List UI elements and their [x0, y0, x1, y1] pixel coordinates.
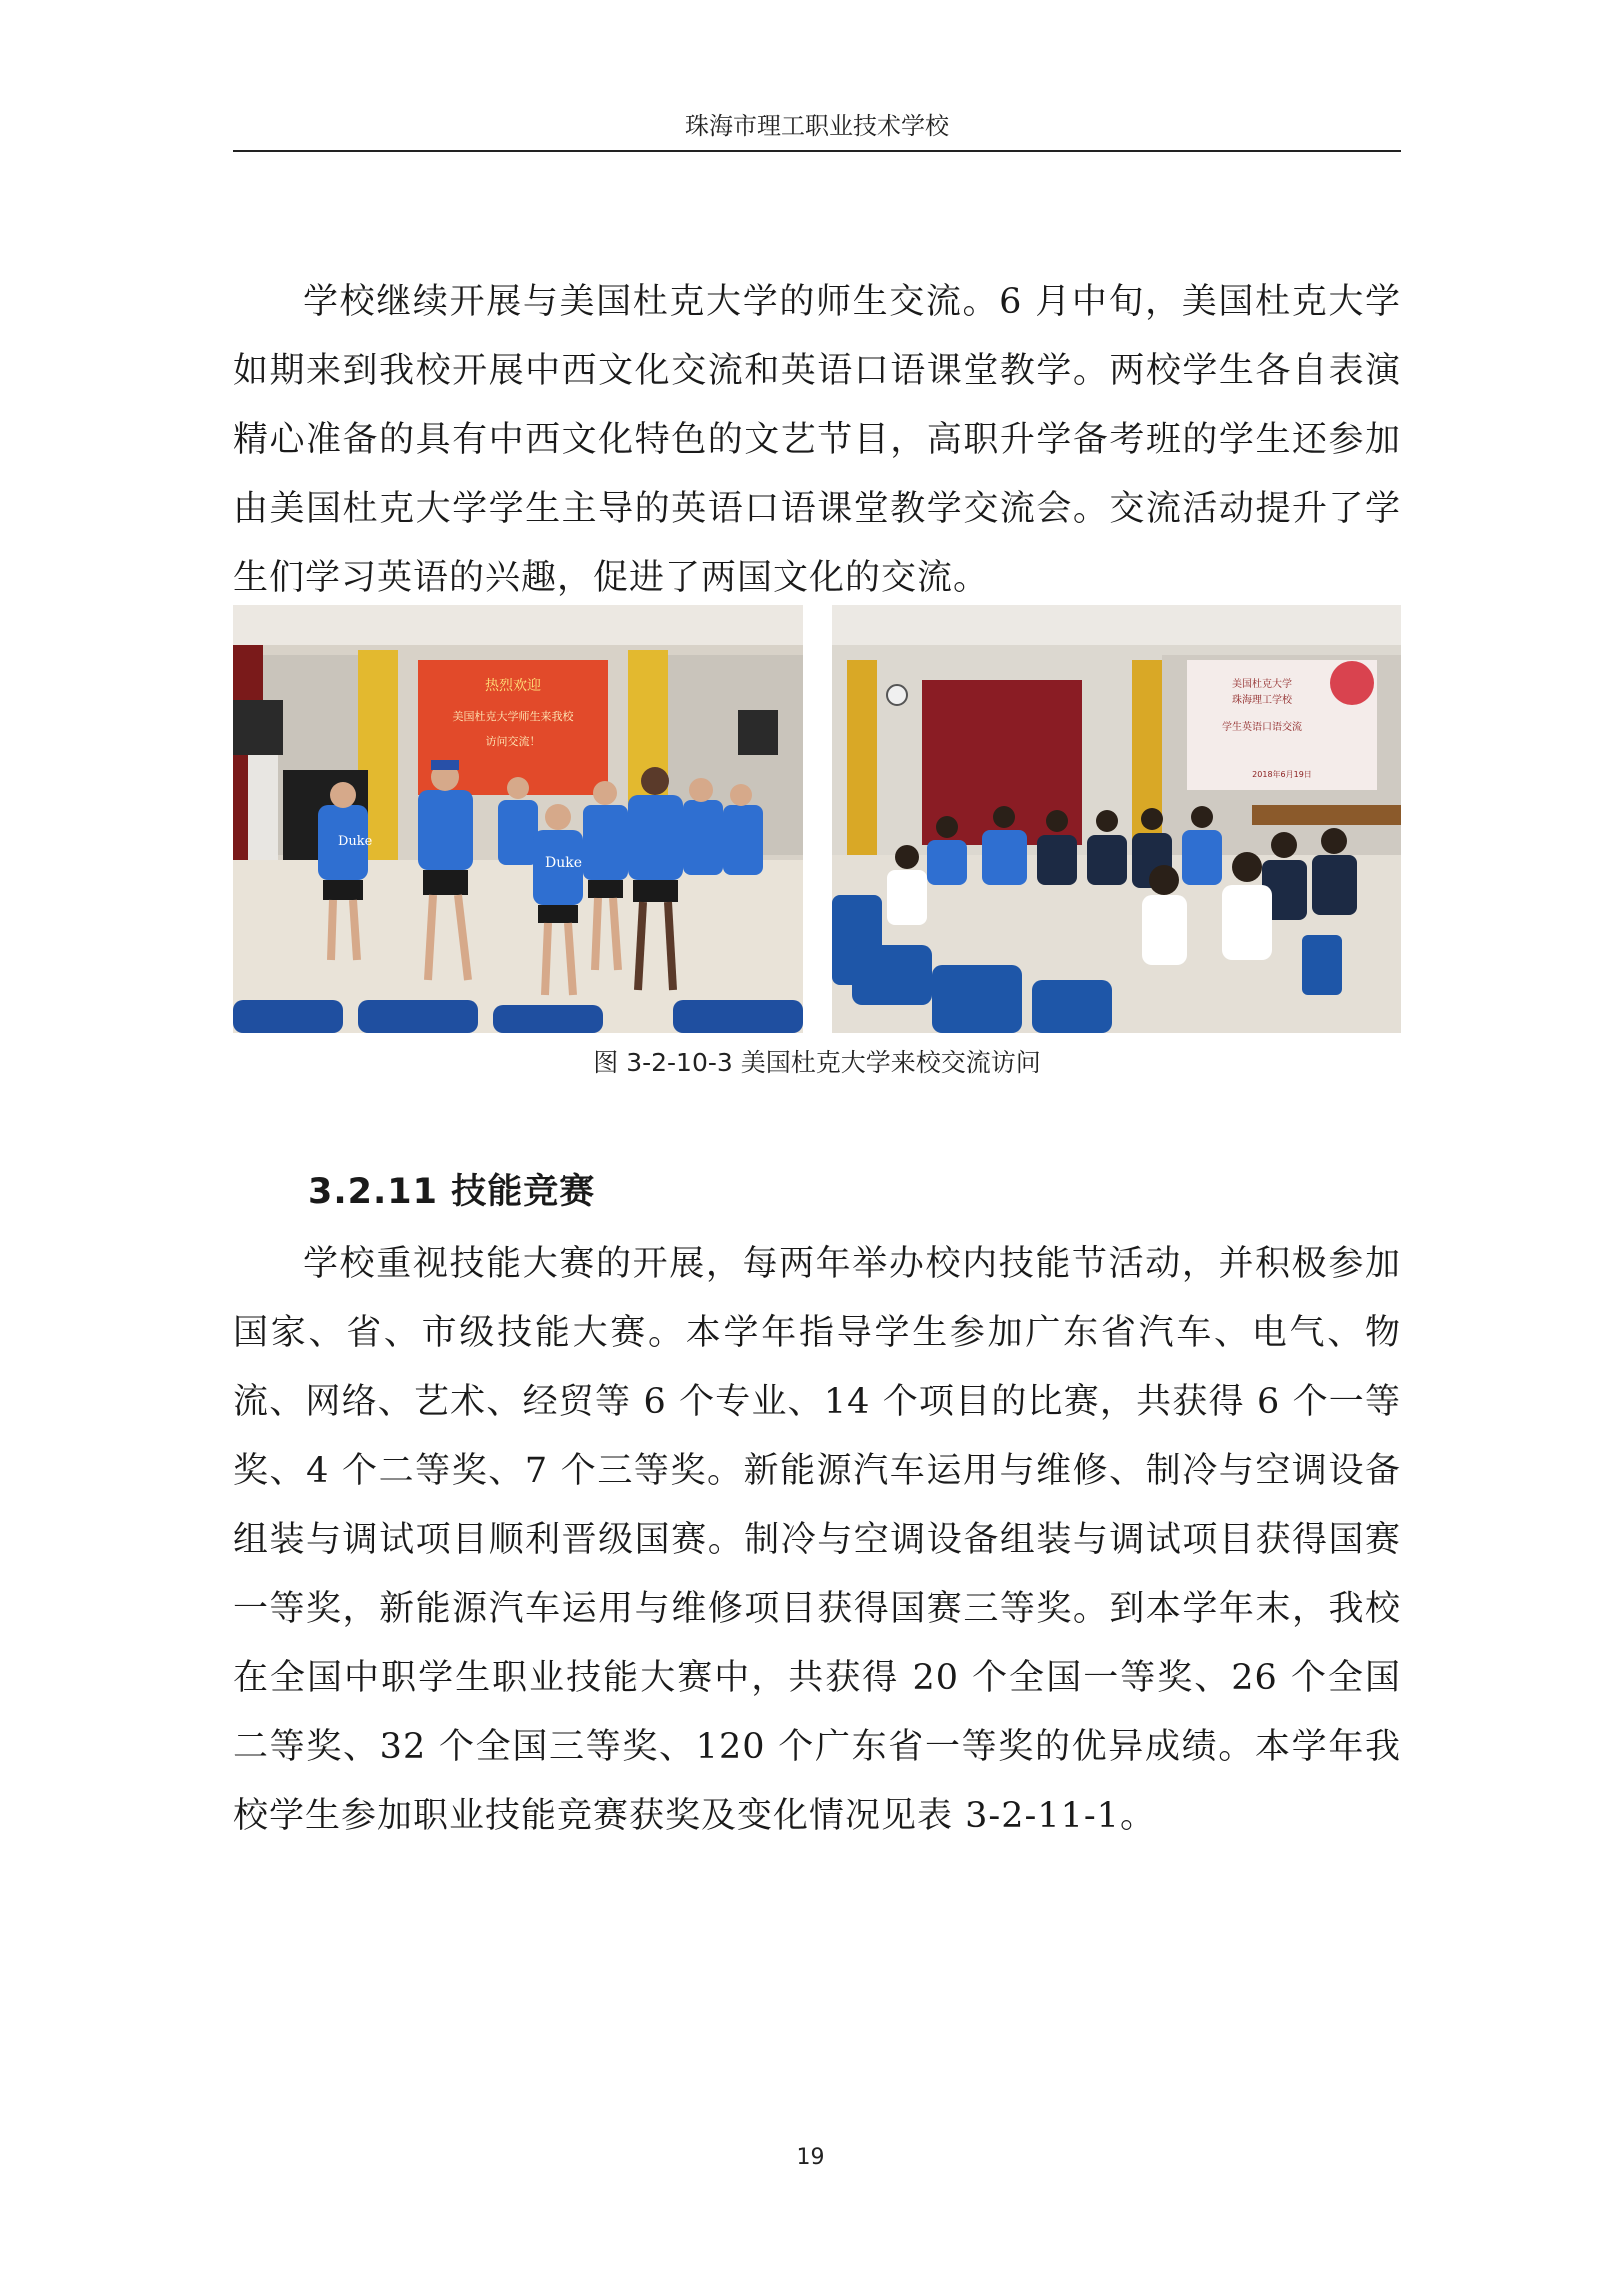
screen-line4: 2018年6月19日: [1252, 770, 1312, 779]
skills-paragraph: 学校重视技能大赛的开展，每两年举办校内技能节活动，并积极参加国家、省、市级技能大赛。本学年指导学生参加广东省汽车、电气、物流、网络、艺术、经贸等 6 个专业、14 个项目的比赛，共获得 6 个一等奖、4 个二等奖、7 个三等奖。新能源汽车运用与维修、制冷与空调设备组装与调试项目顺利晋级国赛。制冷与空调设备组装与调试项目获得国赛一等奖，新能源汽车运用与维修项目获得国赛三等奖。到本学年末，我校在全国中职学生职业技能大赛中，共获得 20 个全国一等奖、26 个全国二等奖、32 个全国三等奖、120 个广东省一等奖的优异成绩。本学年我校学生参加职业技能竞赛获奖及变化情况见表 3-2-11-1。: [233, 1244, 1401, 1836]
screen-line1: 美国杜克大学: [1232, 679, 1292, 690]
intro-paragraph: 学校继续开展与美国杜克大学的师生交流。6 月中旬，美国杜克大学如期来到我校开展中西文化交流和英语口语课堂教学。两校学生各自表演精心准备的具有中西文化特色的文艺节目，高职升学备考班的学生还参加由美国杜克大学学生主导的英语口语课堂教学交流会。交流活动提升了学生们学习英语的兴趣，促进了两国文化的交流。: [233, 282, 1401, 598]
screen-line3: 学生英语口语交流: [1222, 722, 1302, 733]
page-header: [233, 112, 1401, 152]
section-heading-skills: 3.2.11 技能竞赛: [308, 1172, 596, 1212]
banner-line3: 访问交流！: [485, 735, 541, 748]
photo-duke-performance: [233, 605, 803, 1033]
banner-line1: 热烈欢迎: [485, 678, 541, 694]
photo-english-exchange: [832, 605, 1401, 1033]
screen-line2: 珠海理工学校: [1232, 695, 1292, 706]
skills-paragraph-block: [233, 1230, 1401, 1851]
shirt-label-2: Duke: [545, 855, 583, 871]
shirt-label-1: Duke: [338, 834, 373, 849]
header-title: 珠海市理工职业技术学校: [685, 112, 949, 140]
intro-paragraph-block: [233, 268, 1401, 613]
page-number: 19: [796, 2145, 825, 2170]
banner-line2: 美国杜克大学师生来我校: [452, 710, 574, 723]
figure-caption: 图 3-2-10-3 美国杜克大学来校交流访问: [593, 1048, 1041, 1077]
